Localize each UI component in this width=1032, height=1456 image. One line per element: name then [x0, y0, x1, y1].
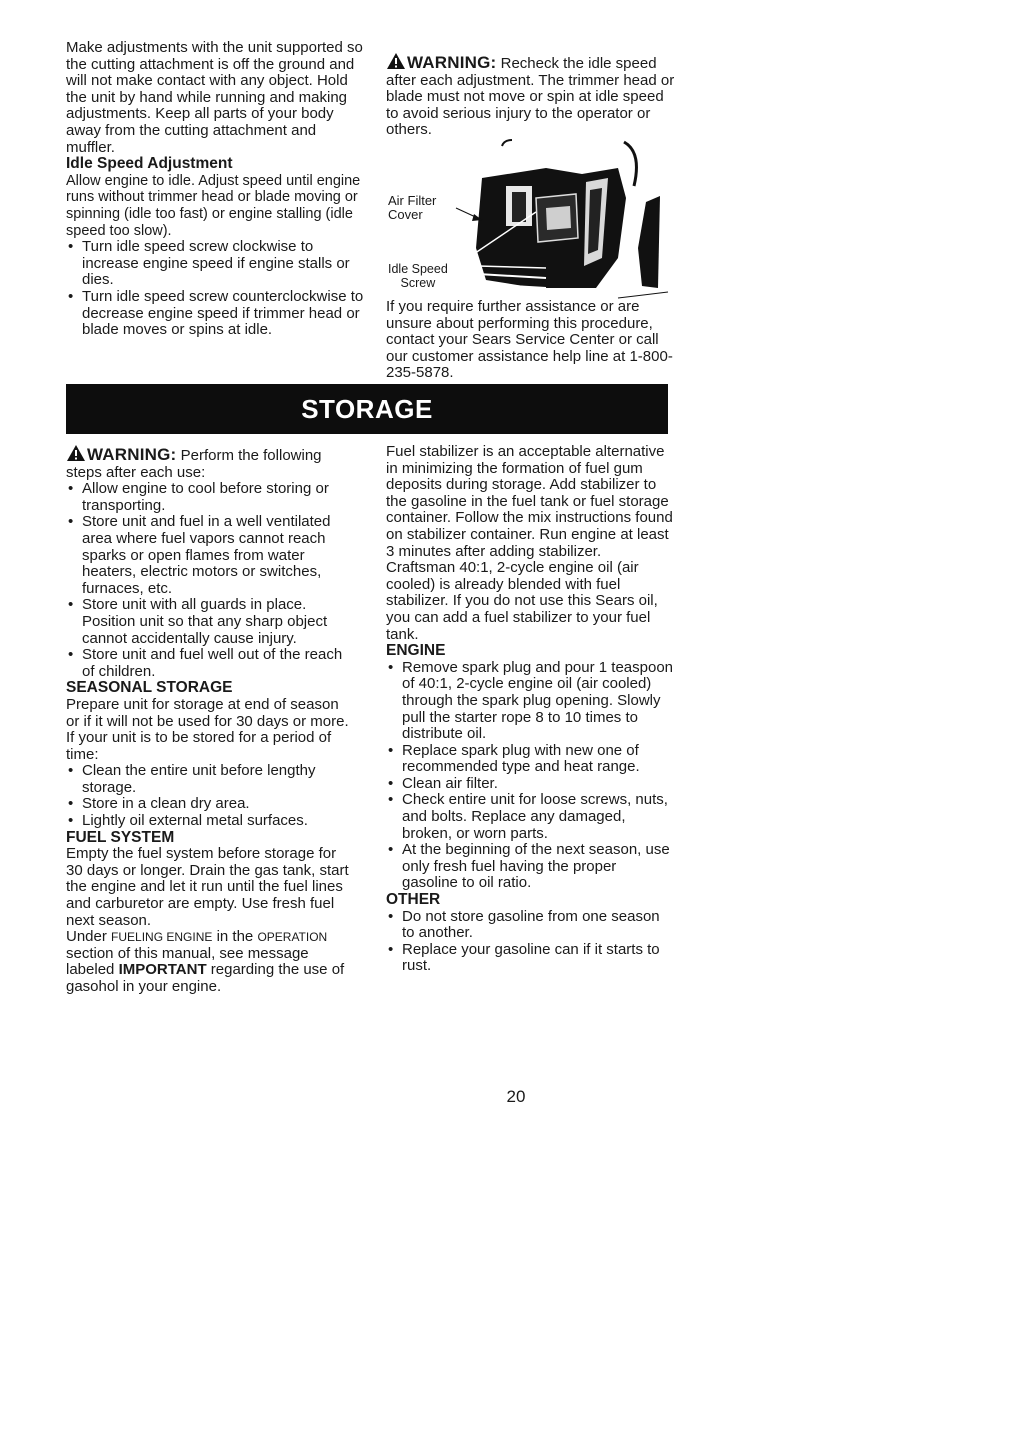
assistance-paragraph: If you require further assistance or are unsure about performing this procedure, contact your Sears Service Center or call our customer assistance help line at 1-800-235-5878. [386, 298, 673, 382]
list-item: • At the beginning of the next season, use only fresh fuel having the proper gasoline to oil ratio. [386, 842, 676, 892]
list-item: • Store unit with all guards in place. Position unit so that any sharp object cannot accidentally cause injury. [66, 597, 356, 647]
list-item: • Check entire unit for loose screws, nuts, and bolts. Replace any damaged, broken, or worn parts. [386, 792, 676, 842]
other-list [386, 909, 676, 975]
seasonal-paragraph-2: If your unit is to be stored for a period of time: [66, 729, 332, 763]
warning-text: Recheck the idle speed after each adjustment. The trimmer head or blade must not move or spin at idle speed to avoid serious injury to the operator or others. [386, 55, 675, 139]
engine-list [386, 660, 676, 892]
idle-warning [386, 52, 676, 139]
idle-speed-list [66, 239, 366, 339]
list-item: • Lightly oil external metal surfaces. [66, 813, 356, 830]
list-item: • Replace spark plug with new one of recommended type and heat range. [386, 743, 676, 776]
warning-triangle-icon [66, 444, 86, 462]
storage-warning-list [66, 481, 356, 680]
warning-text: Perform the following steps after each use: [66, 447, 322, 481]
other-heading: OTHER [386, 891, 441, 909]
list-item: • Turn idle speed screw clockwise to increase engine speed if engine stalls or dies. [66, 239, 366, 289]
list-item: • Clean air filter. [386, 776, 676, 793]
idle-speed-heading: Idle Speed Adjustment [66, 155, 233, 173]
list-item: • Store in a clean dry area. [66, 796, 356, 813]
air-filter-label: Air Filter Cover [388, 193, 437, 222]
storage-right-column [386, 444, 676, 975]
fuel-system-paragraph: Empty the fuel system before storage for 30 days or longer. Drain the gas tank, start the engine and let it run until the fuel lines and carburetor are empty. Use fresh fuel next season. [66, 845, 349, 929]
operation-ref: OPERATION [257, 930, 328, 945]
stabilizer-paragraph: Fuel stabilizer is an acceptable alternative in minimizing the formation of fuel gum deposits during storage. Add stabilizer to the gasoline in the fuel tank or fuel storage container. Follow the mix instructions found on stabilizer container. Run engine at least 3 minutes after adding stabilizer. [386, 443, 673, 560]
page-number: 20 [506, 1087, 526, 1106]
seasonal-list [66, 763, 356, 829]
list-item: • Store unit and fuel well out of the reach of children. [66, 647, 356, 680]
seasonal-storage-heading: SEASONAL STORAGE [66, 679, 233, 697]
idle-speed-screw-label: Idle Speed Screw [388, 262, 448, 290]
fuel-reference-paragraph: Under FUELING ENGINE in the OPERATION section of this manual, see message labeled IMPORTANT regarding the use of gasohol in your engine. [66, 928, 345, 995]
important-ref: IMPORTANT [118, 961, 207, 979]
storage-banner: STORAGE [66, 384, 668, 434]
idle-warning-column [386, 52, 676, 139]
list-item: • Clean the entire unit before lengthy storage. [66, 763, 356, 796]
idle-adjust-column [66, 40, 366, 339]
seasonal-paragraph-1: Prepare unit for storage at end of season or if it will not be used for 30 days or more. [66, 695, 349, 730]
list-item: • Remove spark plug and pour 1 teaspoon of 40:1, 2-cycle engine oil (air cooled) through the spark plug opening. Slowly pull the starter rope 8 to 10 times to distribute oil. [386, 660, 676, 743]
idle-speed-paragraph: Allow engine to idle. Adjust speed until engine runs without trimmer head or blade moving or spinning (idle too fast) or engine stalling (idle speed too slow). [66, 172, 361, 239]
list-item: • Replace your gasoline can if it starts to rust. [386, 942, 676, 975]
fuel-system-heading: FUEL SYSTEM [66, 828, 175, 846]
engine-heading: ENGINE [386, 642, 446, 660]
carburetor-illustration [386, 138, 672, 300]
list-item: • Turn idle speed screw counterclockwise to decrease engine speed if trimmer head or blade moves or spins at idle. [66, 289, 366, 339]
storage-left-column [66, 444, 356, 996]
list-item: • Allow engine to cool before storing or transporting. [66, 481, 356, 514]
list-item: • Store unit and fuel in a well ventilated area where fuel vapors cannot reach sparks or open flames from water heaters, electric motors or switches, furnaces, etc. [66, 514, 356, 597]
craftsman-paragraph: Craftsman 40:1, 2-cycle engine oil (air cooled) is already blended with fuel stabilizer. If you do not use this Sears oil, you can add a fuel stabilizer to your fuel tank. [386, 559, 658, 643]
fueling-engine-ref: FUELING ENGINE [111, 930, 213, 945]
intro-paragraph: Make adjustments with the unit supported so the cutting attachment is off the ground and will not make contact with any object. Hold the unit by hand while running and making adjustments. Keep all parts of your body away from the cutting attachment and muffler. [66, 39, 363, 156]
storage-warning [66, 444, 356, 481]
warning-label: WARNING: [407, 53, 497, 72]
list-item: • Do not store gasoline from one season to another. [386, 909, 676, 942]
warning-triangle-icon [386, 52, 406, 70]
warning-label: WARNING: [87, 445, 177, 464]
assistance-column [386, 299, 676, 382]
